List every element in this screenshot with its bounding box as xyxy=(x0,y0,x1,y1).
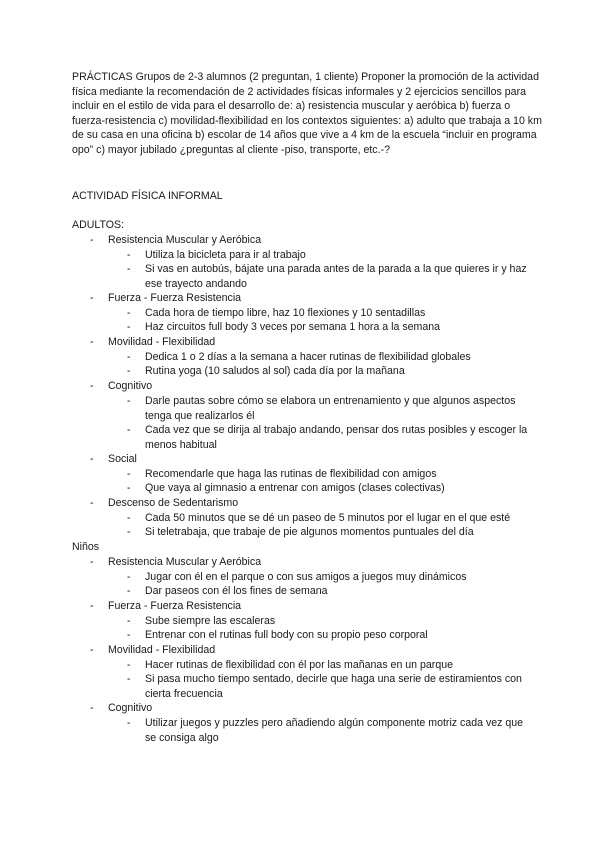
dash: - xyxy=(90,234,94,246)
adults-item: - Darle pautas sobre cómo se elabora un entrenamiento y que algunos aspectos tenga que realizarlos él xyxy=(127,395,516,422)
dash: - xyxy=(127,351,131,363)
adults-item: - Si teletrabaja, que trabaje de pie algunos momentos puntuales del día xyxy=(127,526,474,538)
kids-item: - Utilizar juegos y puzzles pero añadiendo algún componente motriz cada vez que se consiga algo xyxy=(127,717,524,744)
dash: - xyxy=(127,482,131,494)
adults-item: - Utiliza la bicicleta para ir al trabajo xyxy=(127,249,306,261)
dash: - xyxy=(127,571,131,583)
dash: - xyxy=(127,629,131,641)
kids-item: - Hacer rutinas de flexibilidad con él por las mañanas en un parque xyxy=(127,659,453,671)
dash: - xyxy=(90,453,94,465)
dash: - xyxy=(127,321,131,333)
dash: - xyxy=(127,263,131,275)
section-title: ACTIVIDAD FÍSICA INFORMAL xyxy=(72,190,223,202)
kids-item: - Jugar con él en el parque o con sus amigos a juegos muy dinámicos xyxy=(127,571,467,583)
dash: - xyxy=(127,585,131,597)
adults-item: - Cada 50 minutos que se dé un paseo de 5 minutos por el lugar en el que esté xyxy=(127,512,511,524)
dash: - xyxy=(127,512,131,524)
dash: - xyxy=(127,526,131,538)
dash: - xyxy=(90,336,94,348)
dash: - xyxy=(127,307,131,319)
dash: - xyxy=(90,380,94,392)
adults-title: ADULTOS: xyxy=(72,219,125,231)
adults-item: - Rutina yoga (10 saludos al sol) cada día por la mañana xyxy=(127,365,405,377)
dash: - xyxy=(127,468,131,480)
kids-title: Niños xyxy=(72,541,100,553)
dash: - xyxy=(127,717,131,729)
document-page: PRÁCTICAS Grupos de 2-3 alumnos (2 preguntan, 1 cliente) Proponer la promoción de la actividad física mediante la recomendación de 2 actividades físicas informales y 2 ejercicios sencillos para incluir en el estilo de vida para el desarrollo de: a) resistencia muscular y aeróbica b) fuerza o fuerza-resistencia c) movilidad-flexibilidad en los contextos siguientes: a) adulto que trabaja a 10 km de su casa en una oficina b) escolar de 14 años que vive a 4 km de la escuela “incluir en programa opo” c) mayor jubilado ¿preguntas al cliente -piso, transporte, etc.-? ACTIVIDAD FÍSICA INFORMAL ADULTOS: - Resistencia Muscular y Aeróbica - Utiliza la bicicleta para ir al trabajo - Si vas en autobús, bájate una parada antes de la parada a la que quieres ir y haz ese trayecto andando - Fuerza - Fuerza Resistencia - Cada hora de tiempo libre, haz 10 flexiones y 10 sentadillas - Haz circuitos full body 3 veces por semana 1 hora a la semana - Movilidad - Flexibilidad - Dedica 1 o 2 días a la semana a hacer rutinas de flexibilidad globales - Rutina yoga (10 saludos al sol) cada día por la mañana - Cognitivo - Darle pautas sobre cómo se elabora un entrenamiento y que algunos aspectos tenga que realizarlos él - Cada vez que se dirija al trabajo andando, pensar dos rutas posibles y escoger la menos habitual - Social - Recomendarle que haga las rutinas de flexibilidad con amigos - Que vaya al gimnasio a entrenar con amigos (clases colectivas) - Descenso de Sedentarismo - Cada 50 minutos que se dé un paseo de 5 minutos por el lugar en el que esté - Si teletrabaja, que trabaje de pie algunos momentos puntuales del día Niños - Resistencia Muscular y Aeróbica - Jugar con él en el parque o con sus amigos a juegos muy dinámicos - Dar paseos con él los fines de semana - Fuerza - Fuerza Resistencia - Sube siempre las escaleras - Entrenar con el rutinas full body con su propio peso corporal - Movilidad - Flexibilidad - Hacer rutinas de flexibilidad con él por las mañanas en un parque - Si pasa mucho tiempo sentado, decirle que haga una serie de estiramientos con cierta frecuencia - Cognitivo - Utilizar juegos y puzzles pero añadiendo algún componente motriz cada vez que se consiga algo xyxy=(72,71,542,744)
adults-item: - Que vaya al gimnasio a entrenar con amigos (clases colectivas) xyxy=(127,482,445,494)
adults-item: - Haz circuitos full body 3 veces por semana 1 hora a la semana xyxy=(127,321,441,333)
dash: - xyxy=(127,249,131,261)
dash: - xyxy=(90,292,94,304)
dash: - xyxy=(127,659,131,671)
kids-item: - Sube siempre las escaleras xyxy=(127,615,276,627)
dash: - xyxy=(90,556,94,568)
kids-item: - Entrenar con el rutinas full body con su propio peso corporal xyxy=(127,629,428,641)
dash: - xyxy=(127,395,131,407)
dash: - xyxy=(127,424,131,436)
kids-item: - Dar paseos con él los fines de semana xyxy=(127,585,328,597)
dash: - xyxy=(90,702,94,714)
adults-item: - Cada hora de tiempo libre, haz 10 flexiones y 10 sentadillas xyxy=(127,307,426,319)
dash: - xyxy=(90,497,94,509)
dash: - xyxy=(127,615,131,627)
dash: - xyxy=(90,644,94,656)
adults-item: - Dedica 1 o 2 días a la semana a hacer rutinas de flexibilidad globales xyxy=(127,351,471,363)
dash: - xyxy=(127,673,131,685)
adults-item: - Si vas en autobús, bájate una parada antes de la parada a la que quieres ir y haz ese trayecto andando xyxy=(127,263,527,290)
adults-item: - Recomendarle que haga las rutinas de flexibilidad con amigos xyxy=(127,468,437,480)
intro-paragraph: PRÁCTICAS Grupos de 2-3 alumnos (2 preguntan, 1 cliente) Proponer la promoción de la actividad física mediante la recomendación de 2 actividades físicas informales y 2 ejercicios sencillos para incluir en el estilo de vida para el desarrollo de: a) resistencia muscular y aeróbica b) fuerza o fuerza-resistencia c) movilidad-flexibilidad en los contextos siguientes: a) adulto que trabaja a 10 km de su casa en una oficina b) escolar de 14 años que vive a 4 km de la escuela “incluir en programa opo” c) mayor jubilado ¿preguntas al cliente -piso, transporte, etc.-? xyxy=(72,71,542,156)
adults-item: - Cada vez que se dirija al trabajo andando, pensar dos rutas posibles y escoger la menos habitual xyxy=(127,424,528,451)
dash: - xyxy=(90,600,94,612)
kids-item: - Si pasa mucho tiempo sentado, decirle que haga una serie de estiramientos con cierta frecuencia xyxy=(127,673,522,700)
dash: - xyxy=(127,365,131,377)
